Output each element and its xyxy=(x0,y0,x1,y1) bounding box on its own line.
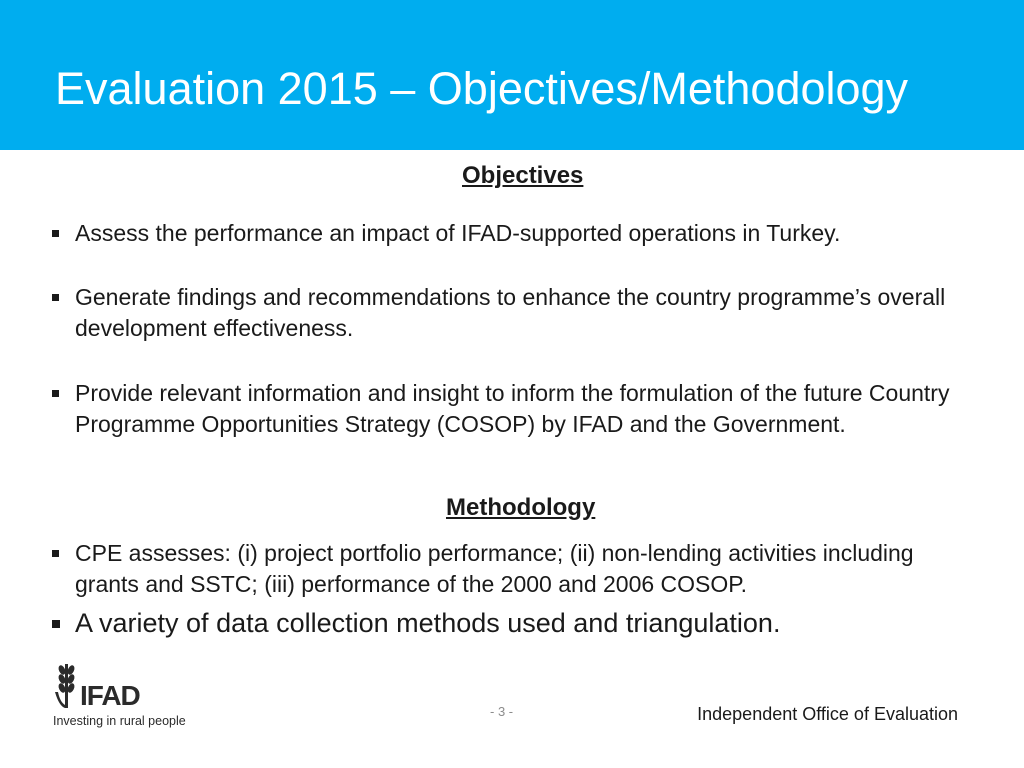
bullet-square-icon xyxy=(52,294,59,301)
objectives-heading: Objectives xyxy=(462,162,584,189)
objective-bullet-2 xyxy=(52,282,972,344)
objective-text-2: Generate findings and recommendations to enhance the country programme’s overall development effectiveness. xyxy=(75,284,946,341)
methodology-bullet-1 xyxy=(52,538,952,600)
bullet-square-icon xyxy=(52,550,59,557)
bullet-square-icon xyxy=(52,620,60,628)
bullet-square-icon xyxy=(52,390,59,397)
logo-wordmark: IFAD xyxy=(80,680,140,711)
footer-office-label: Independent Office of Evaluation xyxy=(697,704,958,724)
methodology-heading: Methodology xyxy=(446,494,596,521)
logo-tagline: Investing in rural people xyxy=(53,714,186,728)
objective-text-3: Provide relevant information and insight to inform the formulation of the future Country Programme Opportunities Strategy (COSOP) by IFAD and the Government. xyxy=(75,380,950,437)
objective-text-1: Assess the performance an impact of IFAD-supported operations in Turkey. xyxy=(75,220,841,246)
page-number: - 3 - xyxy=(490,704,514,719)
methodology-bullet-2 xyxy=(52,606,952,640)
ifad-logo xyxy=(53,662,193,732)
title-banner xyxy=(0,0,1024,150)
methodology-text-1: CPE assesses: (i) project portfolio performance; (ii) non-lending activities including grants and SSTC; (iii) performance of the 2000 and 2006 COSOP. xyxy=(75,540,914,597)
bullet-square-icon xyxy=(52,230,59,237)
slide-title: Evaluation 2015 – Objectives/Methodology xyxy=(55,63,909,114)
objective-bullet-3 xyxy=(52,378,972,440)
wheat-icon xyxy=(53,662,83,710)
objective-bullet-1 xyxy=(52,218,972,249)
methodology-text-2: A variety of data collection methods used and triangulation. xyxy=(75,608,781,638)
